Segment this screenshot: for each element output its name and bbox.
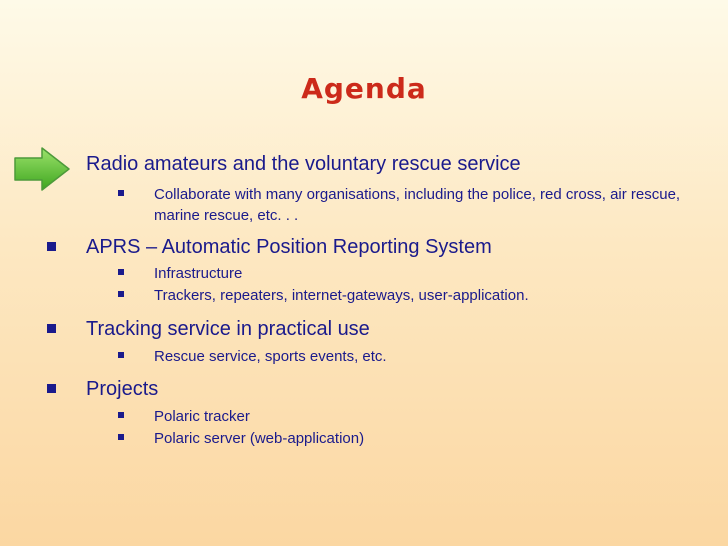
sub-bullet-icon xyxy=(118,434,124,440)
slide-title: Agenda xyxy=(301,72,427,105)
sub-item-label: Polaric server (web-application) xyxy=(154,430,365,447)
agenda-item-label: Radio amateurs and the voluntary rescue service xyxy=(86,153,521,175)
sub-bullet-icon xyxy=(118,190,124,196)
agenda-item-label: APRS – Automatic Position Reporting System xyxy=(86,236,492,258)
bullet-icon xyxy=(47,324,56,333)
sub-item-label: Polaric tracker xyxy=(154,408,250,425)
sub-item-label: Infrastructure xyxy=(154,265,243,282)
sub-item-label: Rescue service, sports events, etc. xyxy=(154,348,387,365)
sub-bullet-icon xyxy=(118,269,124,275)
sub-bullet-icon xyxy=(118,291,124,297)
agenda-item-label: Projects xyxy=(86,378,159,400)
bullet-icon xyxy=(47,384,56,393)
green-arrow-icon xyxy=(12,146,72,192)
bullet-icon xyxy=(47,242,56,251)
sub-bullet-icon xyxy=(118,412,124,418)
sub-item-label: Trackers, repeaters, internet-gateways, user-application. xyxy=(154,287,529,304)
sub-bullet-icon xyxy=(118,352,124,358)
agenda-item-label: Tracking service in practical use xyxy=(86,318,370,340)
sub-item-label: Collaborate with many organisations, including the police, red cross, air rescue, marine rescue, etc. . . xyxy=(154,186,681,224)
